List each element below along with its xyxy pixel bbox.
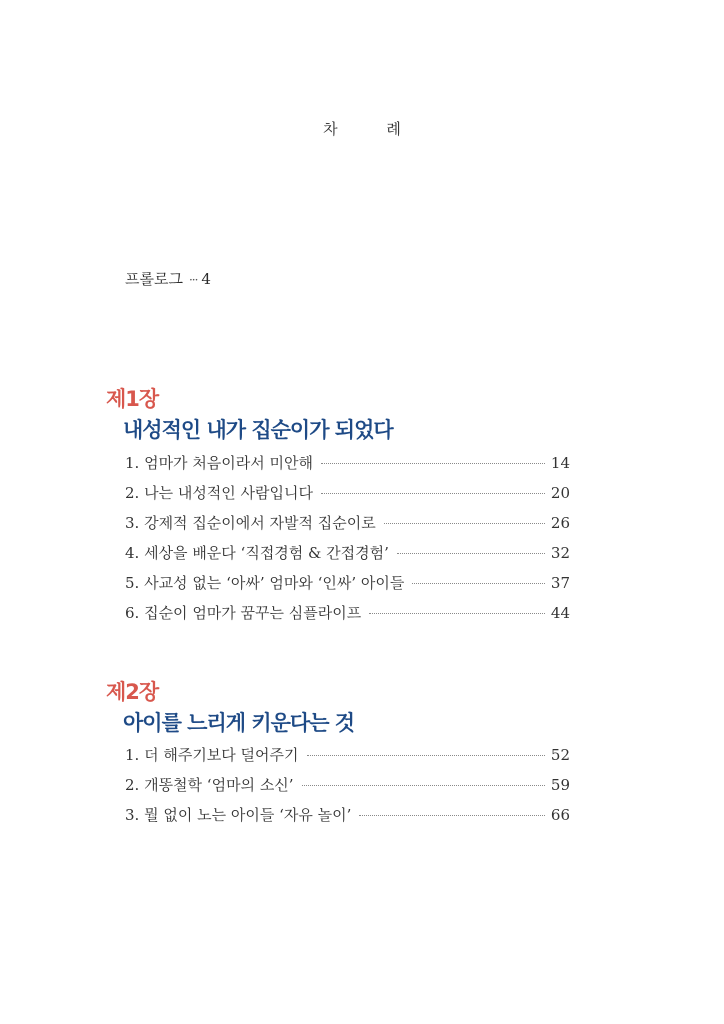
toc-entry-page: 26 [550,514,570,532]
prologue-page-number: 4 [201,270,211,288]
dot-leader [359,815,545,816]
prologue-label: 프롤로그 [125,270,183,288]
dot-leader [397,553,545,554]
toc-entry[interactable] [125,602,570,632]
prologue-dots: ··· [188,273,198,287]
toc-entry-page: 32 [550,544,570,562]
dot-leader [302,785,545,786]
toc-entry-title: 1. 엄마가 처음이라서 미안해 [125,454,314,472]
toc-entry-page: 59 [550,776,570,794]
toc-entry[interactable] [125,804,570,834]
chapter-title: 내성적인 내가 집순이가 되었다 [123,418,393,442]
toc-entry-title: 3. 강제적 집순이에서 자발적 집순이로 [125,514,376,532]
toc-entry-page: 14 [550,454,570,472]
dot-leader [321,493,545,494]
chapter-2-toc-list [125,744,570,834]
toc-entry-title: 2. 개똥철학 ‘엄마의 소신’ [125,776,294,794]
toc-entry[interactable] [125,572,570,602]
toc-entry-title: 4. 세상을 배운다 ‘직접경험 & 간접경험’ [125,544,389,562]
toc-entry-page: 20 [550,484,570,502]
chapter-number: 제2장 [106,680,159,704]
toc-entry-title: 1. 더 해주기보다 덜어주기 [125,746,299,764]
toc-entry-title: 3. 뭘 없이 노는 아이들 ‘자유 놀이’ [125,806,352,824]
dot-leader [369,613,545,614]
toc-entry[interactable] [125,512,570,542]
toc-entry[interactable] [125,452,570,482]
toc-entry[interactable] [125,542,570,572]
toc-entry-title: 5. 사교성 없는 ‘아싸’ 엄마와 ‘인싸’ 아이들 [125,574,405,592]
toc-entry-page: 52 [550,746,570,764]
toc-entry[interactable] [125,744,570,774]
toc-entry-page: 44 [550,604,570,622]
chapter-title: 아이를 느리게 키운다는 것 [123,711,355,735]
dot-leader [307,755,545,756]
chapter-number: 제1장 [106,387,159,411]
toc-entry-title: 6. 집순이 엄마가 꿈꾸는 심플라이프 [125,604,362,622]
dot-leader [384,523,545,524]
chapter-1-toc-list [125,452,570,632]
dot-leader [321,463,545,464]
toc-entry-title: 2. 나는 내성적인 사람입니다 [125,484,314,502]
prologue-entry[interactable] [125,268,211,289]
toc-entry-page: 37 [550,574,570,592]
page-title: 차 례 [323,120,423,138]
toc-entry[interactable] [125,774,570,804]
dot-leader [412,583,545,584]
toc-entry-page: 66 [550,806,570,824]
toc-entry[interactable] [125,482,570,512]
